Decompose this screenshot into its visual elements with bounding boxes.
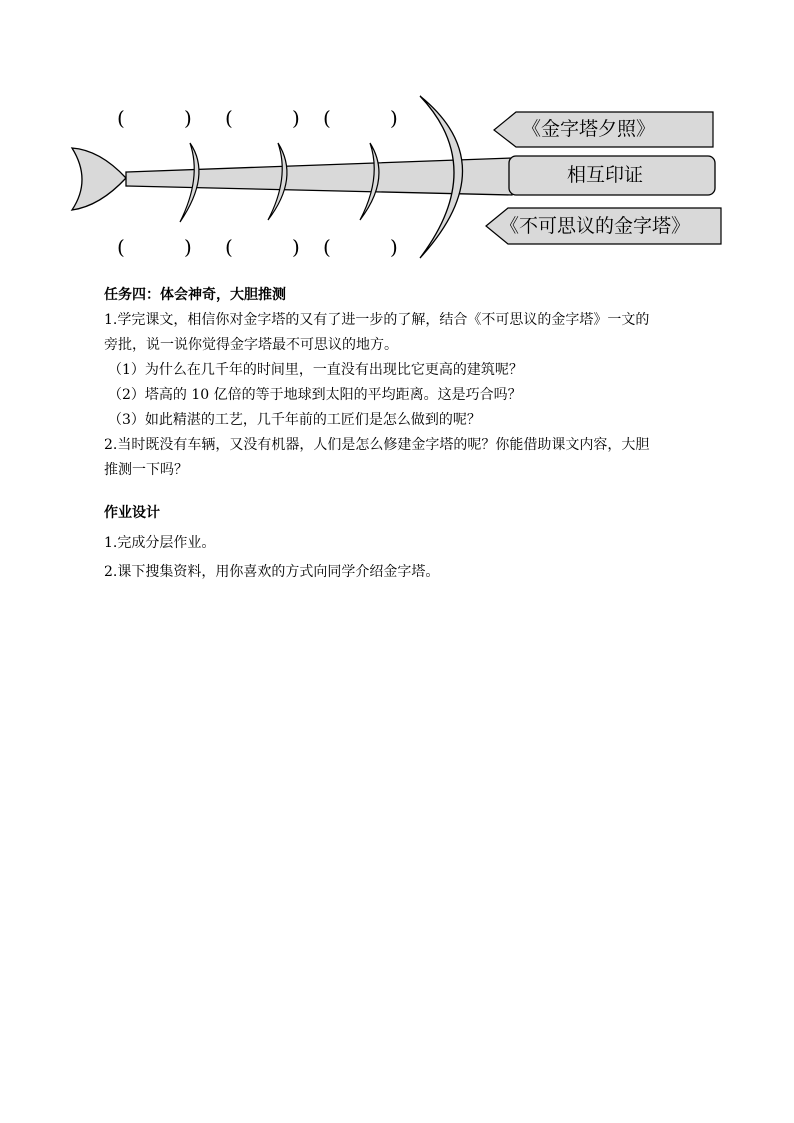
blank-close-paren: ) (292, 106, 300, 130)
task4-subquestion-3: （3）如此精湛的工艺，几千年前的工匠们是怎么做到的呢？ (108, 412, 481, 428)
task4-question1-line2: 旁批，说一说你觉得金字塔最不可思议的地方。 (104, 337, 398, 353)
document-body (104, 283, 724, 585)
blank-close-paren: ) (292, 235, 300, 259)
label-top-text: 《金字塔夕照》 (522, 118, 656, 140)
label-bottom-text: 《不可思议的金字塔》 (500, 215, 691, 237)
fishbone-diagram (0, 0, 794, 280)
task4-subquestion-1: （1）为什么在几千年的时间里，一直没有出现比它更高的建筑呢？ (108, 362, 523, 378)
blank-open-paren: ( (323, 106, 331, 130)
task4-question1-line1: 1.学完课文，相信你对金字塔的又有了进一步的了解，结合《不可思议的金字塔》一文的 (104, 312, 650, 328)
blank-open-paren: ( (117, 106, 125, 130)
fish-tail (72, 148, 126, 210)
blank-close-paren: ) (390, 106, 398, 130)
blank-close-paren: ) (184, 106, 192, 130)
blank-close-paren: ) (184, 235, 192, 259)
homework-item-2: 2.课下搜集资料，用你喜欢的方式向同学介绍金字塔。 (104, 564, 440, 580)
label-middle-text: 相互印证 (567, 164, 644, 186)
blank-close-paren: ) (390, 235, 398, 259)
blank-open-paren: ( (323, 235, 331, 259)
task4-question2-line2: 推测一下吗？ (104, 462, 188, 478)
homework-item-1: 1.完成分层作业。 (104, 535, 216, 551)
task4-heading: 任务四：体会神奇，大胆推测 (104, 287, 286, 303)
section-gap (104, 483, 724, 501)
blank-open-paren: ( (225, 106, 233, 130)
task4-question2-line1: 2.当时既没有车辆，又没有机器，人们是怎么修建金字塔的呢？你能借助课文内容，大胆 (104, 437, 650, 453)
blank-open-paren: ( (117, 235, 125, 259)
homework-heading: 作业设计 (104, 505, 160, 521)
task4-subquestion-2: （2）塔高的 10 亿倍的等于地球到太阳的平均距离。这是巧合吗？ (108, 387, 522, 403)
blank-open-paren: ( (225, 235, 233, 259)
